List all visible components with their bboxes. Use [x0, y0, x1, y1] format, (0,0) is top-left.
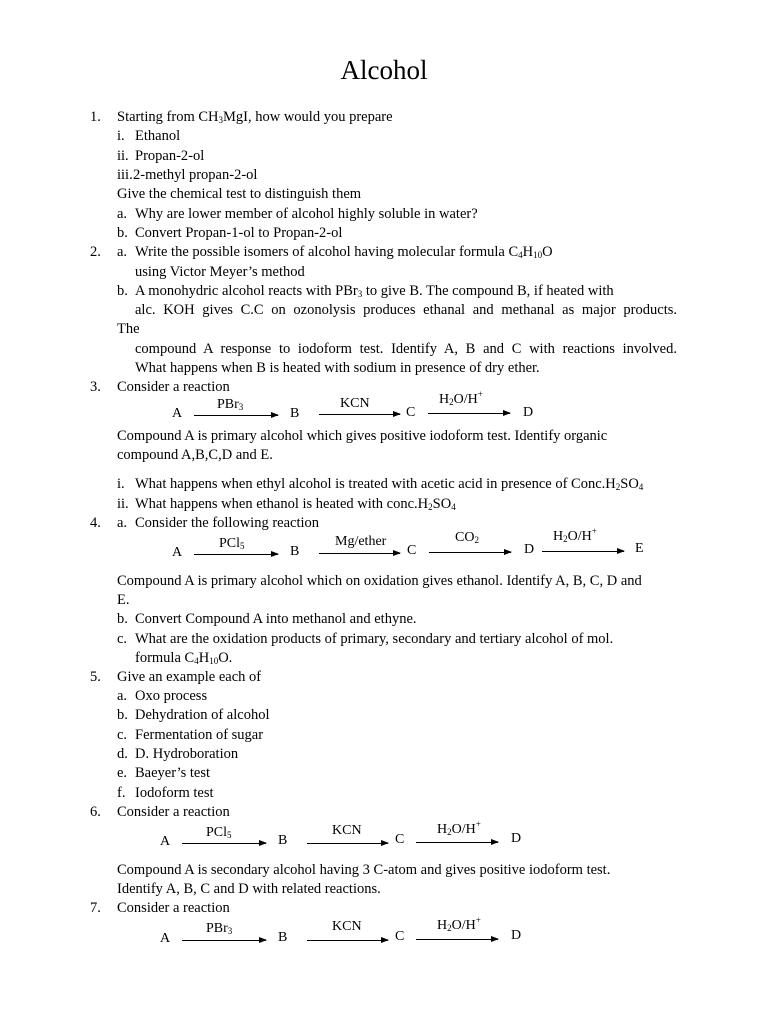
question-number: 6.: [90, 804, 101, 820]
reagent-label: $H_2O/H^+$: [437, 819, 481, 837]
list-item: ii. What happens when ethanol is heated with $conc.H_2SO_4$: [117, 496, 456, 512]
compound-b: B: [278, 833, 288, 848]
question-number: 5.: [90, 669, 101, 685]
question-text: formula $C_4H_{10}O$.: [135, 650, 233, 666]
list-item: b. Convert Compound A into methanol and ethyne.: [117, 611, 417, 627]
list-item: c. What are the oxidation products of primary, secondary and tertiary alcohol of mol.: [117, 631, 614, 647]
reagent-label: PCl$_5$: [219, 536, 245, 551]
compound-b: B: [290, 406, 300, 421]
list-item: e. Baeyer’s test: [117, 765, 211, 781]
reagent-label: $H_2O/H^+$: [553, 526, 597, 544]
reagent-label: PBr$_3$: [217, 397, 244, 412]
reagent-label: $H_2O/H^+$: [437, 915, 481, 933]
list-item: i. Ethanol: [117, 128, 181, 144]
compound-d: D: [511, 928, 522, 943]
reaction-arrow: [319, 553, 400, 554]
compound-c: C: [406, 405, 416, 420]
reagent-label: PBr$_3$: [206, 921, 233, 936]
list-item: c. Fermentation of sugar: [117, 727, 264, 743]
question-text: Identify A, B, C and D with related reactions.: [117, 881, 381, 897]
reaction-arrow: [542, 551, 624, 552]
question-text: Consider a reaction: [117, 900, 230, 916]
question-text: Compound A is secondary alcohol having 3 C-atom and gives positive iodoform test.: [117, 862, 611, 878]
reaction-arrow: [319, 414, 400, 415]
compound-d: D: [511, 831, 522, 846]
reagent-label: $H_2O/H^+$: [439, 389, 483, 407]
list-item: b. Dehydration of alcohol: [117, 707, 270, 723]
question-text: What happens when B is heated with sodium in presence of dry ether.: [135, 360, 540, 376]
reagent-label: $CO_2$: [455, 530, 479, 545]
list-item: f. Iodoform test: [117, 785, 214, 801]
question-number: 4.: [90, 515, 101, 531]
reaction-arrow: [182, 940, 266, 941]
reaction-arrow: [428, 413, 510, 414]
reaction-arrow: [307, 843, 388, 844]
compound-a: A: [160, 931, 171, 946]
compound-d: D: [524, 542, 535, 557]
list-item: a. Why are lower member of alcohol highly soluble in water?: [117, 206, 478, 222]
compound-c: C: [395, 929, 405, 944]
list-item: b. Convert Propan-1-ol to Propan-2-ol: [117, 225, 343, 241]
reaction-arrow: [194, 415, 278, 416]
question-text: using Victor Meyer’s method: [135, 264, 305, 280]
reaction-arrow: [194, 554, 278, 555]
compound-a: A: [172, 406, 183, 421]
question-text: compound A response to iodoform test. Identify A, B and C with reactions involved.: [135, 341, 677, 357]
compound-b: B: [290, 544, 300, 559]
list-item: a. Write the possible isomers of alcohol having molecular formula $C_4H_{10}O$: [117, 244, 553, 260]
question-number: 2.: [90, 244, 101, 260]
list-item: a. Consider the following reaction: [117, 515, 320, 531]
list-item: d. D. Hydroboration: [117, 746, 239, 762]
question-number: 1.: [90, 109, 101, 125]
question-text: Consider a reaction: [117, 804, 230, 820]
question-text: Compound A is primary alcohol which gives positive iodoform test. Identify organic: [117, 428, 608, 444]
reaction-arrow: [307, 940, 388, 941]
list-item: b. A monohydric alcohol reacts with PBr$_3$ to give B. The compound B, if heated with: [117, 283, 614, 299]
list-item: ii. Propan-2-ol: [117, 148, 205, 164]
reaction-arrow: [416, 842, 498, 843]
reagent-label: KCN: [332, 823, 362, 838]
reagent-label: Mg/ether: [335, 534, 387, 549]
question-text: Starting from $CH_3MgI$, how would you prepare: [117, 109, 393, 125]
reaction-arrow: [429, 552, 511, 553]
question-text: compound A,B,C,D and E.: [117, 447, 273, 463]
page-title: Alcohol: [340, 55, 428, 85]
list-item: a. Oxo process: [117, 688, 208, 704]
question-text: Give an example each of: [117, 669, 262, 685]
reaction-arrow: [416, 939, 498, 940]
compound-b: B: [278, 930, 288, 945]
question-text: alc. KOH gives C.C on ozonolysis produces ethanal and methanal as major products.: [135, 302, 677, 318]
question-text: Give the chemical test to distinguish them: [117, 186, 362, 202]
reaction-arrow: [182, 843, 266, 844]
question-number: 3.: [90, 379, 101, 395]
question-number: 7.: [90, 900, 101, 916]
question-text: Consider a reaction: [117, 379, 230, 395]
compound-c: C: [407, 543, 417, 558]
question-text: The: [117, 321, 140, 337]
question-text: E.: [117, 592, 130, 608]
compound-a: A: [172, 545, 183, 560]
list-item: iii.2-methyl propan-2-ol: [117, 167, 258, 183]
reagent-label: KCN: [340, 396, 370, 411]
reagent-label: PCl$_5$: [206, 825, 232, 840]
compound-d: D: [523, 405, 534, 420]
compound-c: C: [395, 832, 405, 847]
question-text: Compound A is primary alcohol which on oxidation gives ethanol. Identify A, B, C, D and: [117, 573, 642, 589]
list-item: i. What happens when ethyl alcohol is treated with acetic acid in presence of $Conc.H_2SO_4$: [117, 476, 644, 492]
compound-a: A: [160, 834, 171, 849]
compound-e: E: [635, 541, 644, 556]
reagent-label: KCN: [332, 919, 362, 934]
